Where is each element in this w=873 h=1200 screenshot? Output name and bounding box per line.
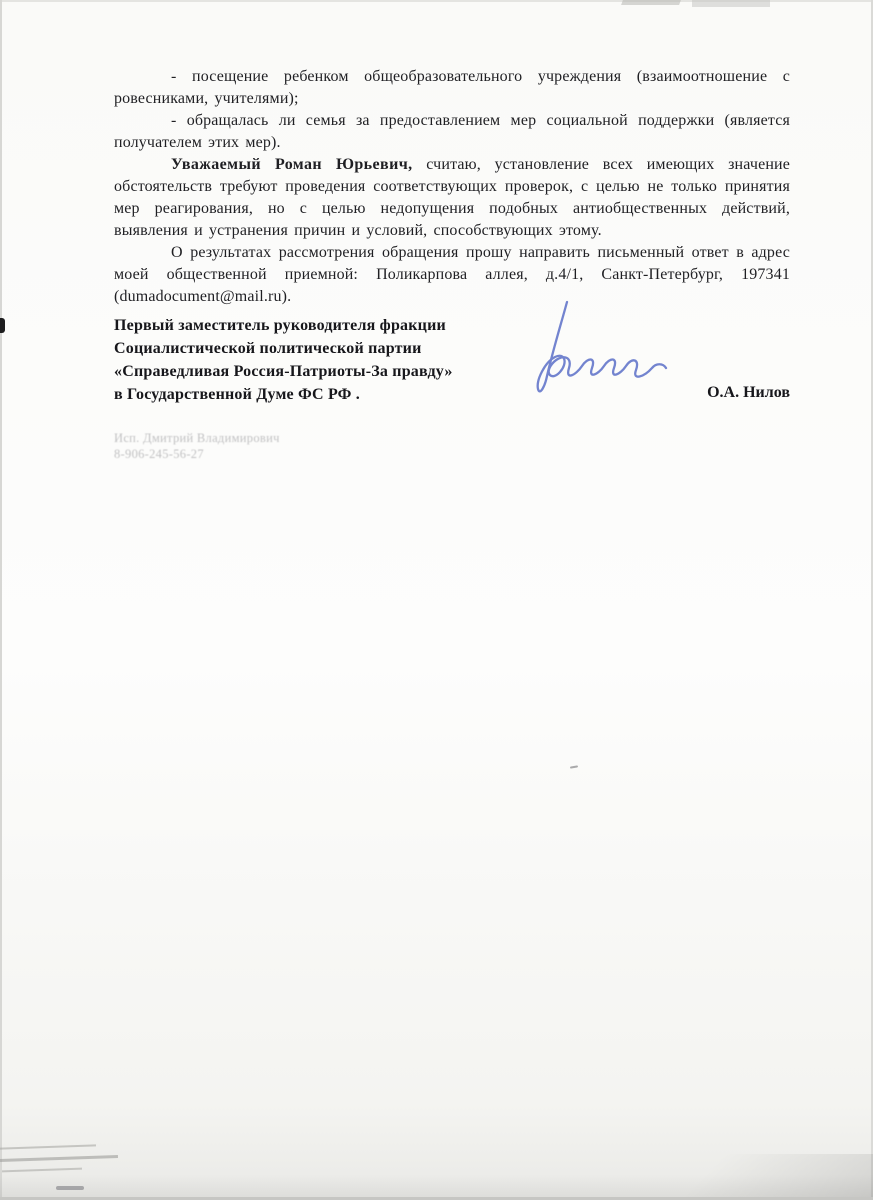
handwritten-signature-ink [505,296,680,408]
signer-title-line-2: Социалистической политической партии [114,340,422,357]
scan-artifact-top-smudge [692,0,770,7]
signer-title-line-4: в Государственной Думе ФС РФ . [114,386,360,403]
scan-artifact-bottom-speck [56,1186,84,1190]
signer-title-line-3: «Справедливая Россия-Патриоты-За правду» [114,363,453,380]
signer-title-line-1: Первый заместитель руководителя фракции [114,317,446,334]
scan-artifact-speck [570,765,578,768]
executor-name-line: Исп. Дмитрий Владимирович [114,431,280,445]
signer-name: О.А. Нилов [707,384,790,401]
paragraph-bullet-school: - посещение ребенком общеобразовательного учреждения (взаимоотношение с ровесниками, учителями); [114,68,790,107]
scan-artifact-bottom-streak [2,1168,82,1173]
scan-artifact-bottom-streak [0,1155,118,1162]
addressee-bold-text: Уважаемый Роман Юрьевич, [171,156,413,173]
scan-artifact-top-smudge [621,0,681,5]
scan-artifact-corner-shade [593,1154,873,1200]
executor-phone-line: 8-906-245-56-27 [114,447,204,461]
letter-body [114,66,790,308]
executor-contact-block [114,430,280,462]
paragraph-appeal-rest: считаю, установление всех имеющих значение обстоятельств требуют проведения соответствующих проверок, с целью не только принятия мер реагирования, но с целью недопущения подобных антиобщественных действий, выявления и устранения причин и условий, способствующих этому. [114,156,791,239]
scan-artifact-left-ink-mark [0,318,5,333]
paragraph-bullet-support: - обращалась ли семья за предоставлением мер социальной поддержки (является получателем этих мер). [114,112,790,151]
scan-artifact-bottom-streak [0,1144,96,1149]
signature-stroke [538,302,666,391]
paragraph-appeal [114,154,790,242]
scan-artifact-top-edge [0,0,873,2]
scan-artifact-left-edge [0,0,2,1200]
scan-artifact-bottom-shade [0,1174,873,1200]
signature-title-block [114,314,453,406]
paragraph-reply-address: О результатах рассмотрения обращения прошу направить письменный ответ в адрес моей общественной приемной: Поликарпова аллея, д.4/1, Санкт-Петербург, 197341 (dumadocument@mail.ru). [114,244,790,305]
